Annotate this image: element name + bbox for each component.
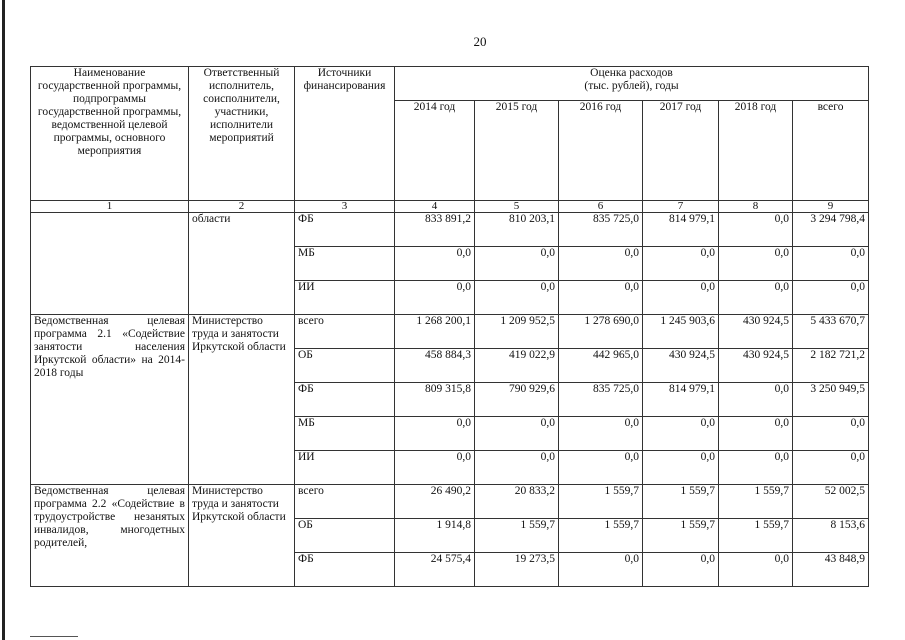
funding-source-cell: МБ <box>295 247 395 281</box>
year-value-cell: 0,0 <box>475 451 559 485</box>
header-total: всего <box>793 101 869 201</box>
total-value-cell: 3 250 949,5 <box>793 383 869 417</box>
year-value-cell: 0,0 <box>559 417 643 451</box>
year-value-cell: 0,0 <box>643 553 719 587</box>
total-value-cell: 52 002,5 <box>793 485 869 519</box>
executor-cell: области <box>189 213 295 315</box>
total-value-cell: 3 294 798,4 <box>793 213 869 247</box>
funding-source-cell: ФБ <box>295 213 395 247</box>
year-value-cell: 1 559,7 <box>643 485 719 519</box>
year-value-cell: 1 559,7 <box>719 485 793 519</box>
year-value-cell: 0,0 <box>719 451 793 485</box>
year-value-cell: 1 914,8 <box>395 519 475 553</box>
year-value-cell: 1 245 903,6 <box>643 315 719 349</box>
year-value-cell: 809 315,8 <box>395 383 475 417</box>
executor-cell: Министерство труда и занятости Иркутской области <box>189 485 295 587</box>
header-year: 2014 год <box>395 101 475 201</box>
total-value-cell: 0,0 <box>793 451 869 485</box>
year-value-cell: 0,0 <box>395 451 475 485</box>
year-value-cell: 0,0 <box>475 247 559 281</box>
year-value-cell: 0,0 <box>719 417 793 451</box>
funding-source-cell: ФБ <box>295 553 395 587</box>
budget-table <box>30 66 869 587</box>
header-executor: Ответственный исполнитель, соисполнители, участники, исполнители мероприятий <box>189 67 295 201</box>
program-name-cell: Ведомственная целевая программа 2.2 «Содействие в трудоустройстве незанятых инвалидов, многодетных родителей, <box>31 485 189 587</box>
header-year: 2015 год <box>475 101 559 201</box>
funding-source-cell: всего <box>295 485 395 519</box>
table-body <box>31 213 869 587</box>
page-number: 20 <box>473 34 487 49</box>
total-value-cell: 0,0 <box>793 281 869 315</box>
year-value-cell: 0,0 <box>719 281 793 315</box>
year-value-cell: 0,0 <box>559 247 643 281</box>
year-value-cell: 833 891,2 <box>395 213 475 247</box>
year-value-cell: 814 979,1 <box>643 213 719 247</box>
funding-source-cell: ИИ <box>295 451 395 485</box>
year-value-cell: 0,0 <box>719 247 793 281</box>
header-year: 2018 год <box>719 101 793 201</box>
year-value-cell: 442 965,0 <box>559 349 643 383</box>
year-value-cell: 1 559,7 <box>559 519 643 553</box>
year-value-cell: 0,0 <box>643 281 719 315</box>
scan-bottom-mark <box>30 636 78 637</box>
column-number: 8 <box>719 201 793 213</box>
header-sources: Источники финансирования <box>295 67 395 201</box>
table-row <box>31 315 869 349</box>
year-value-cell: 810 203,1 <box>475 213 559 247</box>
year-value-cell: 0,0 <box>559 553 643 587</box>
column-number: 1 <box>31 201 189 213</box>
year-value-cell: 0,0 <box>395 417 475 451</box>
year-value-cell: 0,0 <box>719 553 793 587</box>
year-value-cell: 0,0 <box>643 417 719 451</box>
year-value-cell: 0,0 <box>475 417 559 451</box>
year-value-cell: 0,0 <box>559 281 643 315</box>
table-row <box>31 485 869 519</box>
year-value-cell: 1 278 690,0 <box>559 315 643 349</box>
year-value-cell: 0,0 <box>643 247 719 281</box>
year-value-cell: 0,0 <box>559 451 643 485</box>
year-value-cell: 835 725,0 <box>559 383 643 417</box>
year-value-cell: 0,0 <box>719 213 793 247</box>
year-value-cell: 26 490,2 <box>395 485 475 519</box>
header-estimate-line1: Оценка расходов <box>590 67 673 79</box>
column-number: 4 <box>395 201 475 213</box>
header-name: Наименование государственной программы, подпрограммы государственной программы, ведомственной целевой программы, основного мероприятия <box>31 67 189 201</box>
funding-source-cell: ФБ <box>295 383 395 417</box>
funding-source-cell: ОБ <box>295 519 395 553</box>
funding-source-cell: МБ <box>295 417 395 451</box>
year-value-cell: 1 268 200,1 <box>395 315 475 349</box>
year-value-cell: 20 833,2 <box>475 485 559 519</box>
year-value-cell: 419 022,9 <box>475 349 559 383</box>
year-value-cell: 0,0 <box>719 383 793 417</box>
year-value-cell: 0,0 <box>643 451 719 485</box>
year-value-cell: 1 559,7 <box>643 519 719 553</box>
total-value-cell: 43 848,9 <box>793 553 869 587</box>
funding-source-cell: всего <box>295 315 395 349</box>
year-value-cell: 0,0 <box>395 247 475 281</box>
funding-source-cell: ИИ <box>295 281 395 315</box>
header-year: 2016 год <box>559 101 643 201</box>
year-value-cell: 430 924,5 <box>643 349 719 383</box>
column-number: 9 <box>793 201 869 213</box>
funding-source-cell: ОБ <box>295 349 395 383</box>
year-value-cell: 458 884,3 <box>395 349 475 383</box>
year-value-cell: 1 559,7 <box>475 519 559 553</box>
total-value-cell: 2 182 721,2 <box>793 349 869 383</box>
year-value-cell: 430 924,5 <box>719 315 793 349</box>
total-value-cell: 5 433 670,7 <box>793 315 869 349</box>
total-value-cell: 8 153,6 <box>793 519 869 553</box>
executor-cell: Министерство труда и занятости Иркутской области <box>189 315 295 485</box>
header-estimate <box>395 67 869 101</box>
program-name-cell <box>31 213 189 315</box>
column-number: 6 <box>559 201 643 213</box>
column-number: 7 <box>643 201 719 213</box>
year-value-cell: 1 209 952,5 <box>475 315 559 349</box>
total-value-cell: 0,0 <box>793 247 869 281</box>
year-value-cell: 0,0 <box>475 281 559 315</box>
year-value-cell: 790 929,6 <box>475 383 559 417</box>
year-value-cell: 19 273,5 <box>475 553 559 587</box>
scan-left-edge <box>2 0 5 640</box>
column-number: 3 <box>295 201 395 213</box>
column-number: 5 <box>475 201 559 213</box>
program-name-cell: Ведомственная целевая программа 2.1 «Содействие занятости населения Иркутской области» на 2014-2018 годы <box>31 315 189 485</box>
table-row <box>31 213 869 247</box>
year-value-cell: 0,0 <box>395 281 475 315</box>
year-value-cell: 1 559,7 <box>719 519 793 553</box>
year-value-cell: 430 924,5 <box>719 349 793 383</box>
header-estimate-line2: (тыс. рублей), годы <box>584 80 679 92</box>
year-value-cell: 835 725,0 <box>559 213 643 247</box>
header-year: 2017 год <box>643 101 719 201</box>
year-value-cell: 1 559,7 <box>559 485 643 519</box>
year-value-cell: 814 979,1 <box>643 383 719 417</box>
year-value-cell: 24 575,4 <box>395 553 475 587</box>
column-number: 2 <box>189 201 295 213</box>
total-value-cell: 0,0 <box>793 417 869 451</box>
